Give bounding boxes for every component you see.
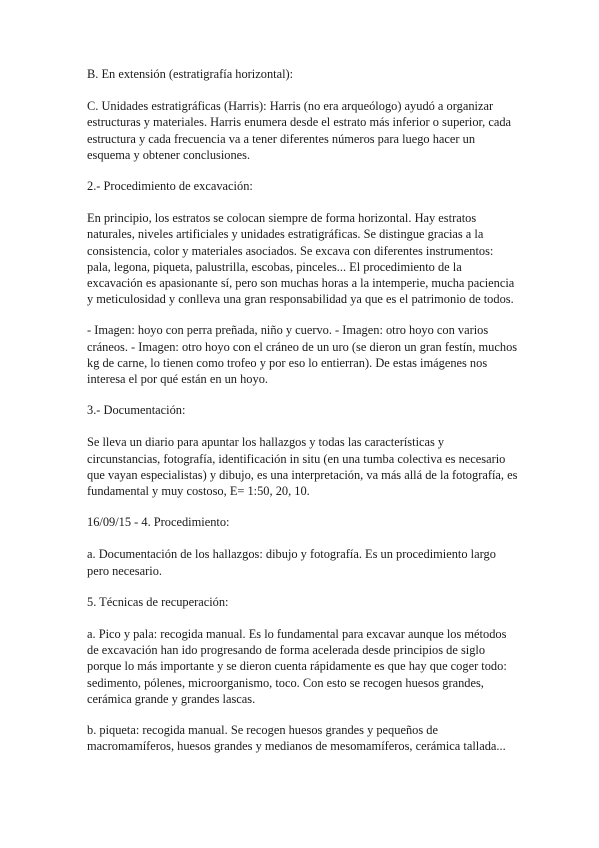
section-b-heading: B. En extensión (estratigrafía horizontal): (87, 67, 294, 81)
paragraph-image-notes: - Imagen: hoyo con perra preñada, niño y cuervo. - Imagen: otro hoyo con varios cráneos. - Imagen: otro hoyo con el cráneo de un uro (se dieron un gran festín, muchos kg de carne, lo tienen como trofeo y por eso lo entierran). De estas imágenes nos interesa el por qué están en un hoyo. (87, 323, 518, 387)
section-5-heading: 5. Técnicas de recuperación: (87, 594, 229, 609)
paragraph-harris-units: C. Unidades estratigráficas (Harris): Harris (no era arqueólogo) ayudó a organizar estructuras y materiales. Harris enumera desde el estrato más inferior o superior, cada estructura y cada frecuencia va a tener diferentes números para luego hacer un esquema y obtener conclusiones. (87, 99, 512, 162)
paragraph-documentation: Se lleva un diario para apuntar los hallazgos y todas las características y circunstancias, fotografía, identificación in situ (en una tumba colectiva es necesario que vayan especialistas) y dibujo, es una interpretación, va más allá de la fotografía, es fundamental y muy costoso, E= 1:50, 20, 10. (87, 435, 518, 499)
paragraph-piqueta: b. piqueta: recogida manual. Se recogen huesos grandes y pequeños de macromamíferos, huesos grandes y medianos de mesomamíferos, cerámica tallada... (87, 723, 506, 754)
paragraph-findings-documentation: a. Documentación de los hallazgos: dibujo y fotografía. Es un procedimiento largo pero necesario. (87, 547, 496, 578)
section-4-heading: 16/09/15 - 4. Procedimiento: (87, 515, 230, 530)
paragraph-pick-and-shovel: a. Pico y pala: recogida manual. Es lo fundamental para excavar aunque los métodos de excavación han ido progresando de forma acelerada desde principios de siglo porque lo más importante y se dieron cuenta rápidamente es que hay que coger todo: sedimento, pólenes, microorganismo, toco. Con esto se recogen huesos grandes, cerámica grande y grandes lascas. (87, 627, 507, 706)
paragraph-excavation-procedure: En principio, los estratos se colocan siempre de forma horizontal. Hay estratos naturales, niveles artificiales y unidades estratigráficas. Se distingue gracias a la consistencia, color y materiales asociados. Se excava con diferentes instrumentos: pala, legona, piqueta, palustrilla, escobas, pinceles... El procedimiento de la excavación es apasionante sí, pero son muchas horas a la intemperie, mucha paciencia y meticulosidad y conlleva una gran responsabilidad ya que es el patrimonio de todos. (87, 211, 515, 307)
section-2-heading: 2.- Procedimiento de excavación: (87, 179, 253, 194)
section-3-heading: 3.- Documentación: (87, 403, 186, 418)
document-body (87, 66, 519, 770)
